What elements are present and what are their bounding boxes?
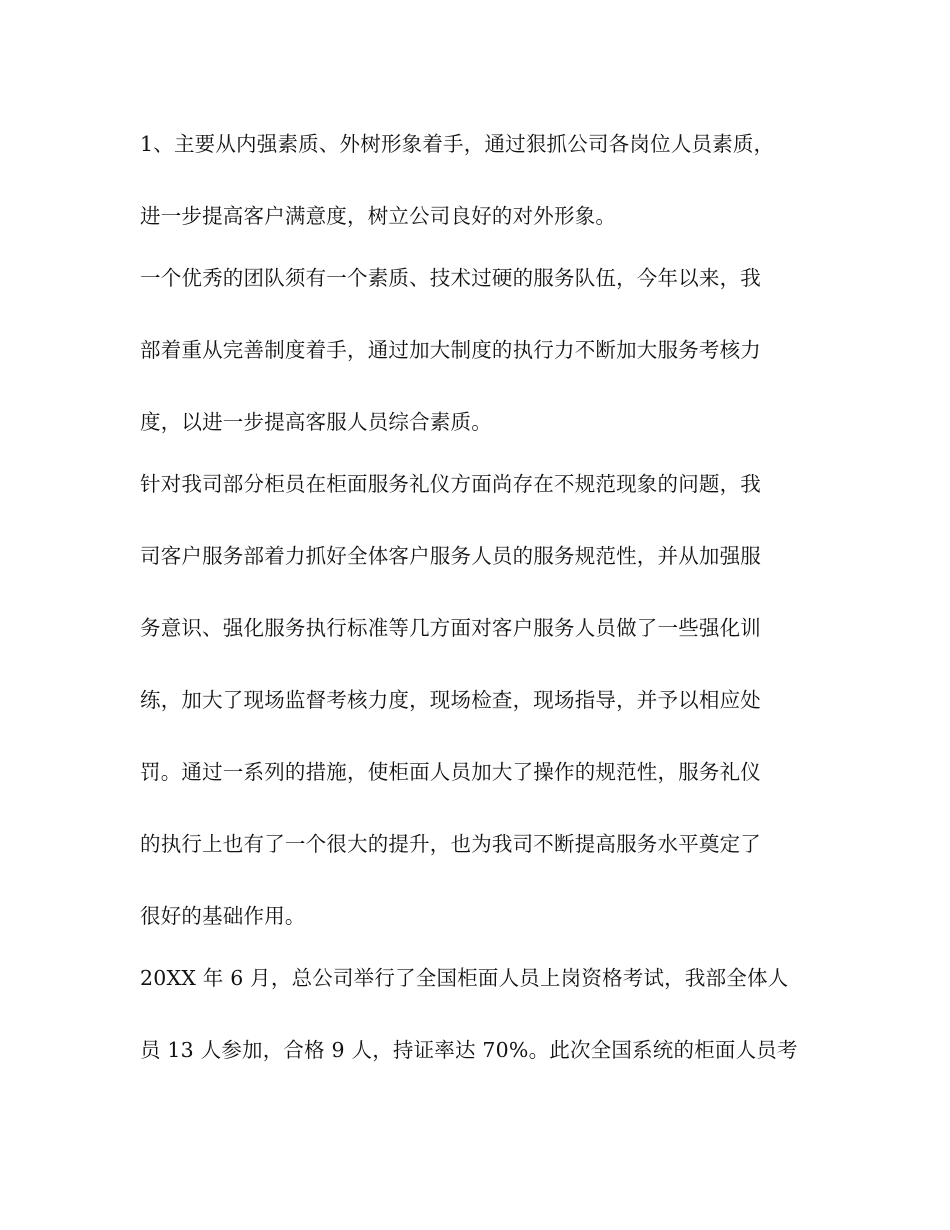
- text-line: 员 13 人参加，合格 9 人，持证率达 70%。此次全国系统的柜面人员考: [140, 1038, 798, 1062]
- text-line: 部着重从完善制度着手，通过加大制度的执行力不断加大服务考核力: [140, 338, 761, 362]
- text-line: 1、主要从内强素质、外树形象着手，通过狠抓公司各岗位人员素质，: [140, 132, 775, 156]
- text-line: 练，加大了现场监督考核力度，现场检查，现场指导，并予以相应处: [140, 688, 761, 712]
- text-line: 的执行上也有了一个很大的提升，也为我司不断提高服务水平奠定了: [140, 832, 761, 856]
- text-line: 务意识、强化服务执行标准等几方面对客户服务人员做了一些强化训: [140, 616, 761, 640]
- text-line: 针对我司部分柜员在柜面服务礼仪方面尚存在不规范现象的问题，我: [140, 472, 761, 496]
- text-line: 司客户服务部着力抓好全体客户服务人员的服务规范性，并从加强服: [140, 544, 761, 568]
- text-line: 度，以进一步提高客服人员综合素质。: [140, 410, 492, 434]
- text-line: 很好的基础作用。: [140, 904, 306, 928]
- text-line: 罚。通过一系列的措施，使柜面人员加大了操作的规范性，服务礼仪: [140, 760, 761, 784]
- text-line: 一个优秀的团队须有一个素质、技术过硬的服务队伍，今年以来，我: [140, 266, 761, 290]
- text-line: 20XX 年 6 月，总公司举行了全国柜面人员上岗资格考试，我部全体人: [140, 966, 789, 990]
- text-line: 进一步提高客户满意度，树立公司良好的对外形象。: [140, 204, 617, 228]
